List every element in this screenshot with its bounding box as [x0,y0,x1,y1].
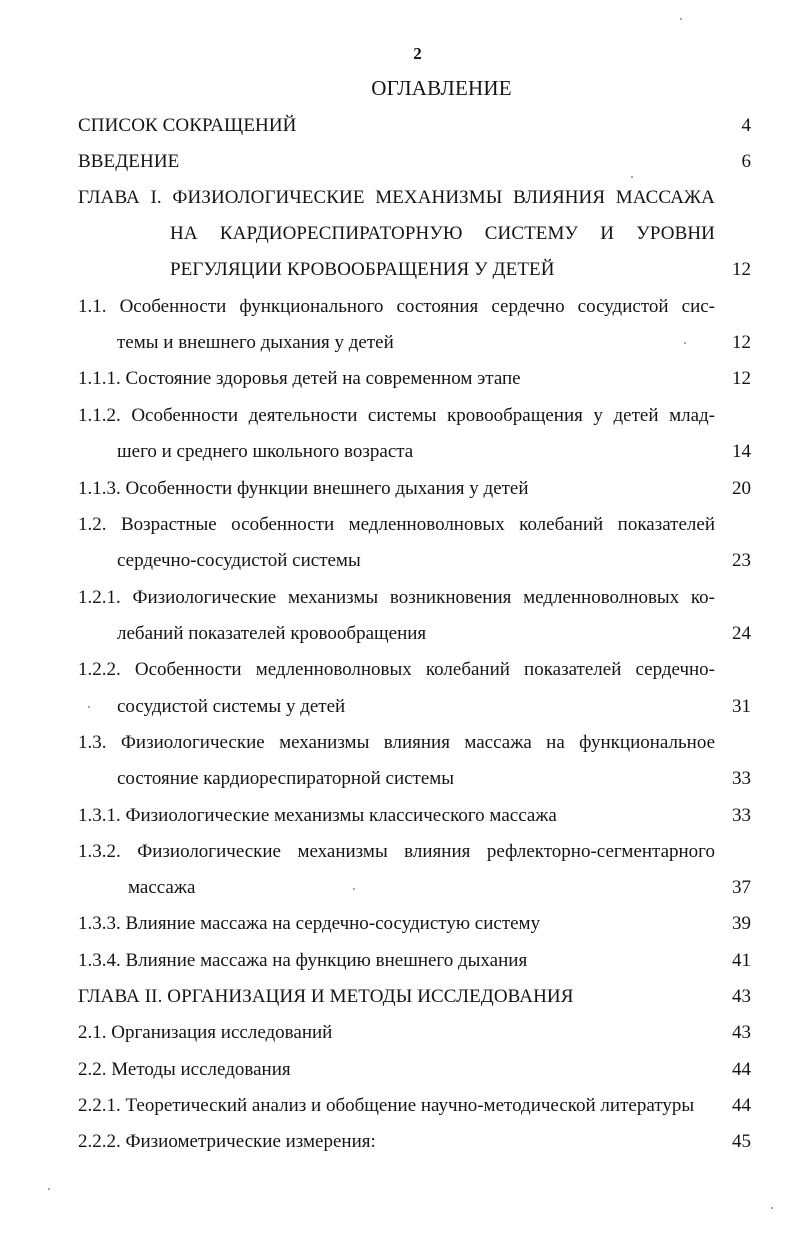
toc-entry-2-2[interactable]: 2.2. Методы исследования [78,1059,291,1080]
toc-entry-chapter-1-cont: НА КАРДИОРЕСПИРАТОРНУЮ СИСТЕМУ И УРОВНИ [170,223,715,244]
toc-page-number: 33 [732,768,751,789]
scan-speck [88,706,90,708]
toc-page-number: 41 [732,950,751,971]
toc-page-number: 31 [732,696,751,717]
toc-entry-1-1-2-cont: шего и среднего школьного возраста [117,441,414,462]
toc-entry-1-2[interactable]: 1.2. Возрастные особенности медленноволновых колебаний показателей [78,514,715,535]
toc-page-number: 23 [732,550,751,571]
toc-page-number: 39 [732,913,751,934]
toc-page-number: 12 [732,332,751,353]
toc-entry-1-2-1[interactable]: 1.2.1. Физиологические механизмы возникновения медленноволновых ко- [78,587,715,608]
scan-speck [353,888,355,890]
toc-entry-2-2-2[interactable]: 2.2.2. Физиометрические измерения: [78,1131,376,1152]
toc-page-number: 12 [732,368,751,389]
toc-page-number: 37 [732,877,751,898]
toc-entry-1-3-3[interactable]: 1.3.3. Влияние массажа на сердечно-сосудистую систему [78,913,541,934]
toc-entry-2-1[interactable]: 2.1. Организация исследований [78,1022,333,1043]
toc-page-number: 14 [732,441,751,462]
toc-page-number: 33 [732,805,751,826]
scan-speck [684,342,686,344]
scan-speck [631,176,633,178]
toc-entry-1-3-4[interactable]: 1.3.4. Влияние массажа на функцию внешнего дыхания [78,950,528,971]
toc-page-number: 20 [732,478,751,499]
scan-speck [771,1207,773,1209]
scan-speck [48,1188,50,1190]
toc-page-number: 12 [732,259,751,280]
toc-entry-1-2-cont: сердечно-сосудистой системы [117,550,361,571]
toc-title: ОГЛАВЛЕНИЕ [371,76,512,100]
toc-page-number: 44 [732,1095,751,1116]
toc-page-number: 44 [732,1059,751,1080]
scan-speck [680,18,682,20]
toc-page-number: 6 [741,151,751,172]
toc-entry-1-2-2[interactable]: 1.2.2. Особенности медленноволновых колебаний показателей сердечно- [78,659,715,680]
toc-page-number: 43 [732,986,751,1007]
toc-entry-abbreviations[interactable]: СПИСОК СОКРАЩЕНИЙ [78,115,297,136]
toc-entry-1-1-1[interactable]: 1.1.1. Состояние здоровья детей на современном этапе [78,368,521,389]
toc-entry-introduction[interactable]: ВВЕДЕНИЕ [78,151,180,172]
toc-entry-1-1-cont: темы и внешнего дыхания у детей [117,332,394,353]
toc-entry-2-2-1[interactable]: 2.2.1. Теоретический анализ и обобщение научно-методической литературы [78,1095,695,1116]
toc-entry-1-1[interactable]: 1.1. Особенности функционального состояния сердечно сосудистой сис- [78,296,715,317]
toc-entry-1-3-cont: состояние кардиореспираторной системы [117,768,455,789]
toc-entry-1-2-2-cont: сосудистой системы у детей [117,696,346,717]
toc-page-number: 45 [732,1131,751,1152]
toc-entry-chapter-1-cont: РЕГУЛЯЦИИ КРОВООБРАЩЕНИЯ У ДЕТЕЙ [170,259,555,280]
toc-entry-1-1-3[interactable]: 1.1.3. Особенности функции внешнего дыхания у детей [78,478,529,499]
toc-entry-1-1-2[interactable]: 1.1.2. Особенности деятельности системы кровообращения у детей млад- [78,405,715,426]
toc-entry-1-3-2-cont: массажа [128,877,196,898]
toc-entry-1-3-2[interactable]: 1.3.2. Физиологические механизмы влияния рефлекторно-сегментарного [78,841,715,862]
toc-page-number: 43 [732,1022,751,1043]
toc-entry-1-3-1[interactable]: 1.3.1. Физиологические механизмы классического массажа [78,805,557,826]
toc-entry-1-2-1-cont: лебаний показателей кровообращения [117,623,427,644]
toc-page-number: 4 [741,115,751,136]
toc-entry-1-3[interactable]: 1.3. Физиологические механизмы влияния массажа на функциональное [78,732,715,753]
toc-page-number: 24 [732,623,751,644]
page-number: 2 [413,44,422,63]
toc-entry-chapter-1[interactable]: ГЛАВА I. ФИЗИОЛОГИЧЕСКИЕ МЕХАНИЗМЫ ВЛИЯНИЯ МАССАЖА [78,187,715,208]
toc-entry-chapter-2[interactable]: ГЛАВА II. ОРГАНИЗАЦИЯ И МЕТОДЫ ИССЛЕДОВАНИЯ [78,986,574,1007]
